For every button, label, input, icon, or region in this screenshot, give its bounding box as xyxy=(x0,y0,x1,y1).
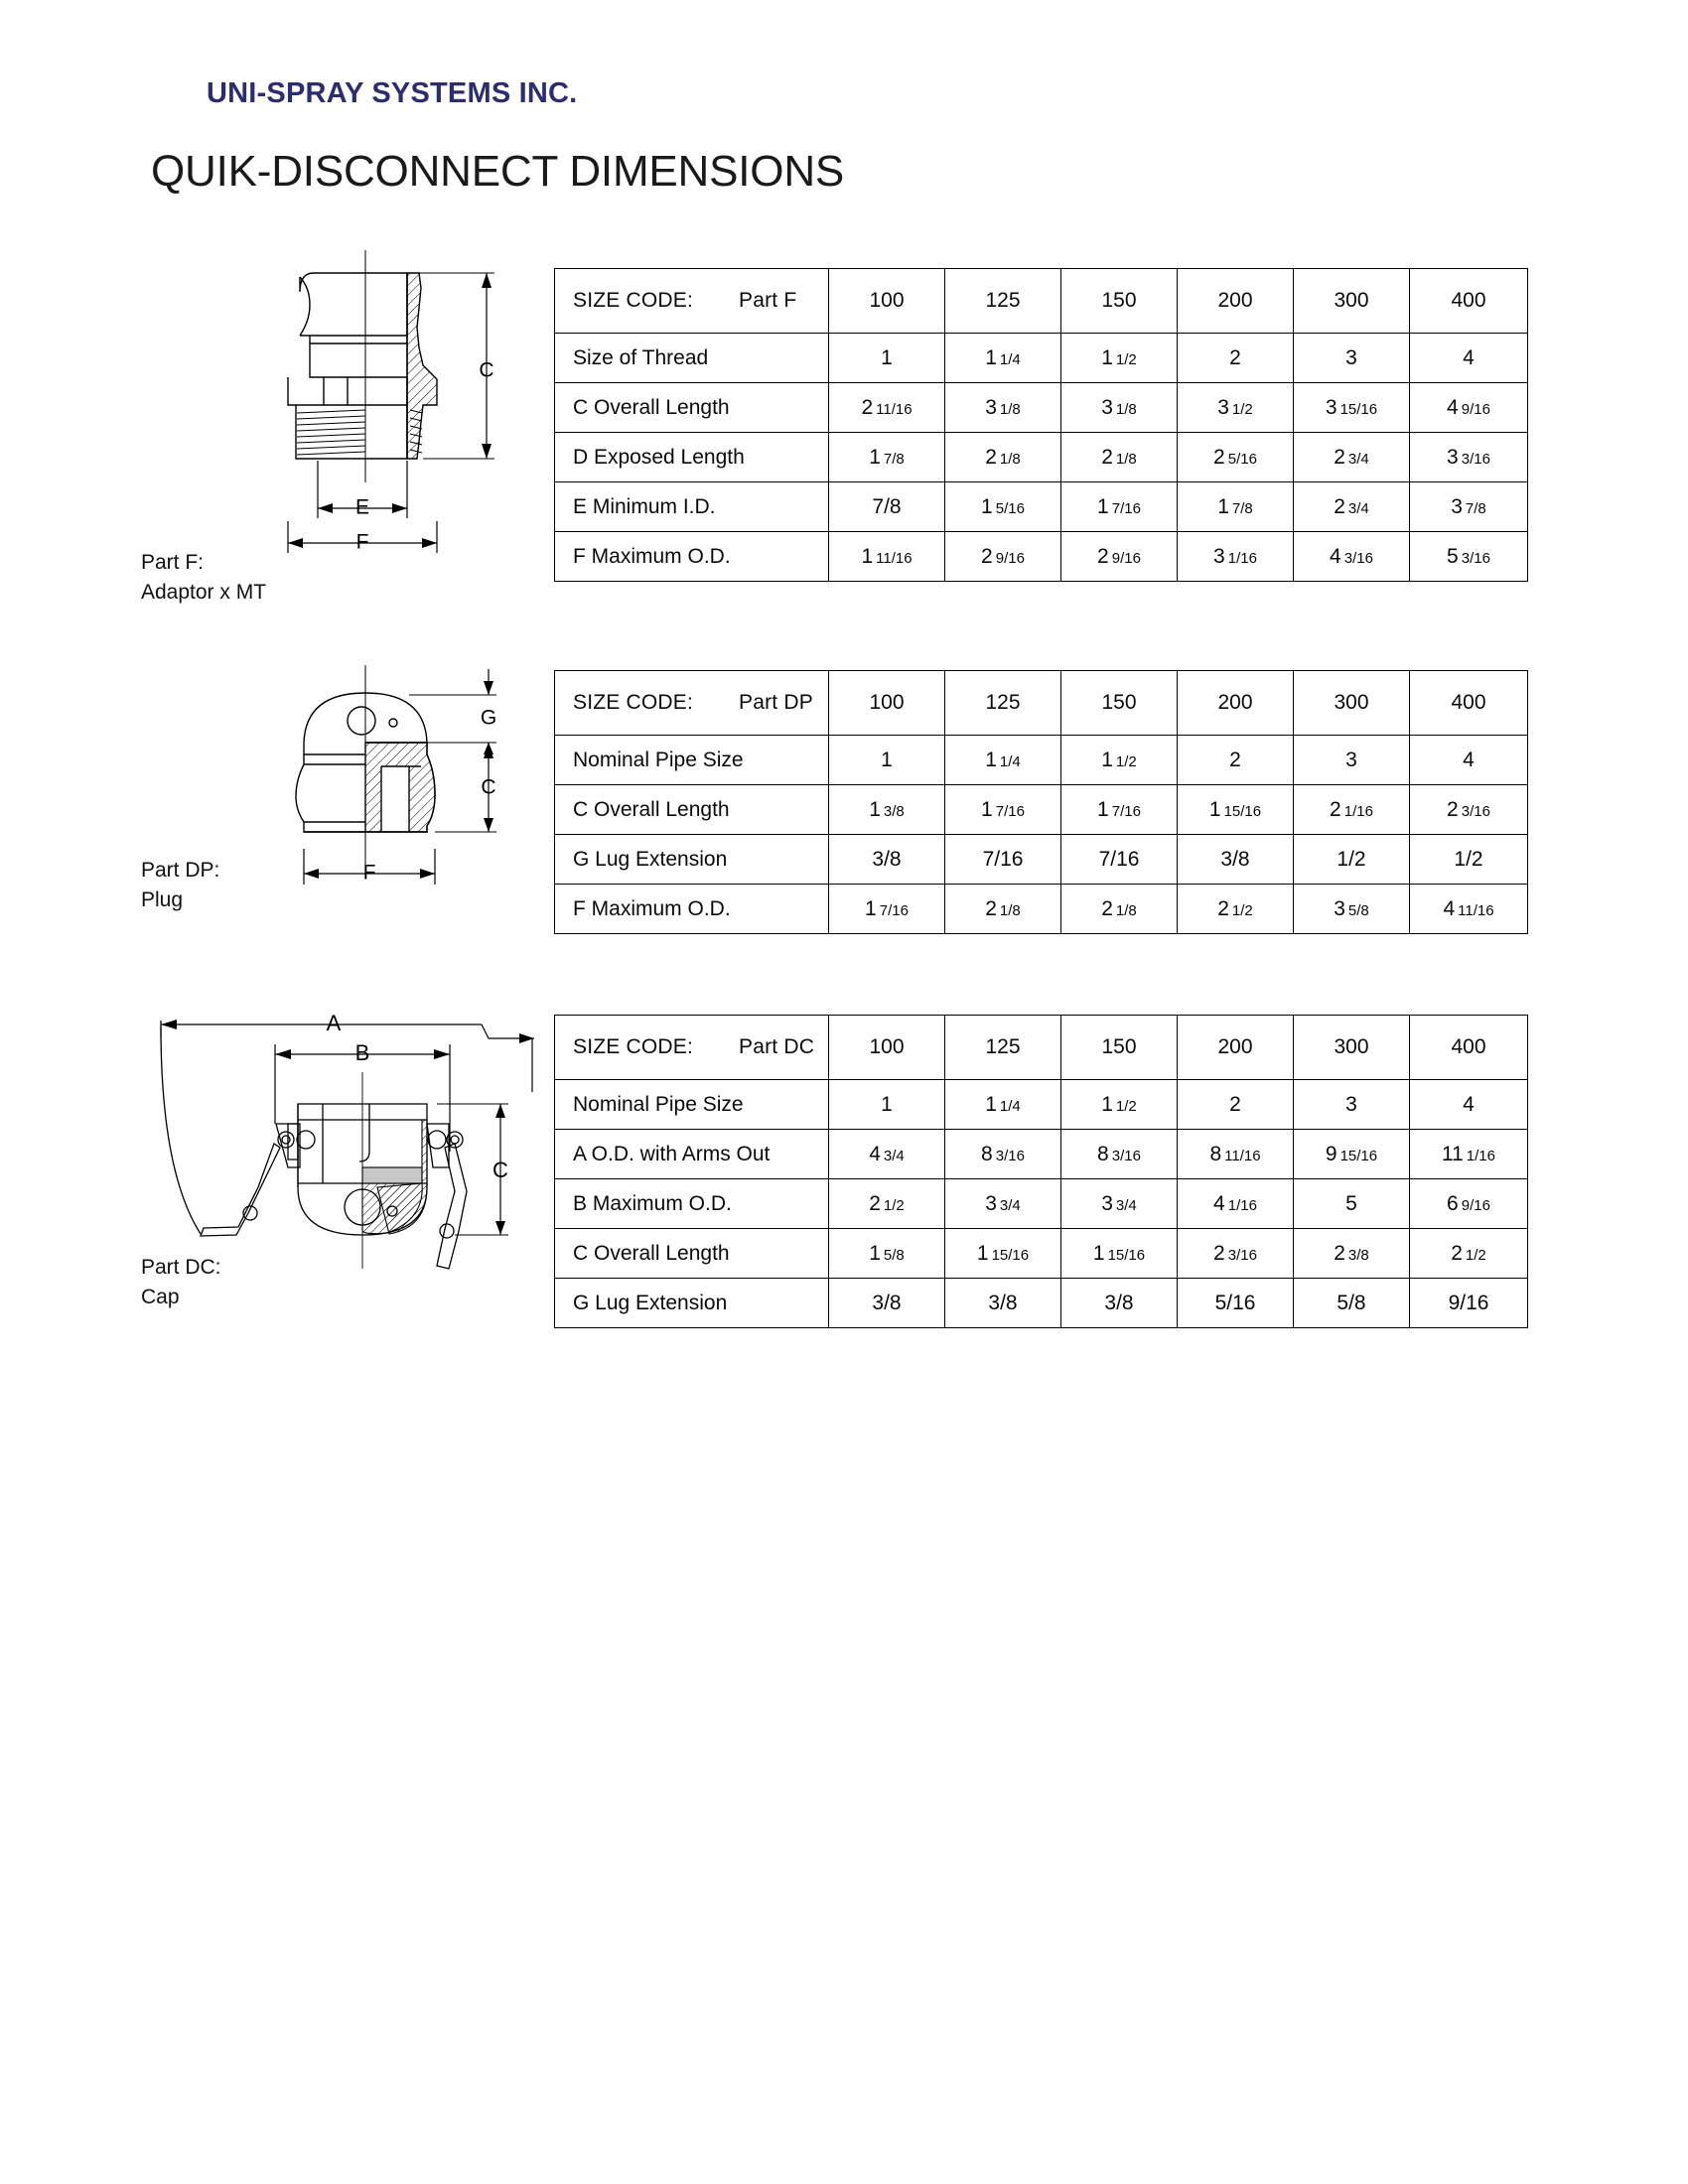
table-row xyxy=(555,1130,1528,1179)
caption-part-dc xyxy=(141,1253,221,1312)
caption-part-dp xyxy=(141,856,219,915)
data-cell: 3/8 xyxy=(945,1279,1061,1328)
adaptor-drawing xyxy=(248,248,526,546)
data-cell: 2 xyxy=(1178,736,1294,785)
data-cell: 5 xyxy=(1294,1179,1410,1229)
data-cell: 8 11/16 xyxy=(1178,1130,1294,1179)
data-cell: 2 xyxy=(1178,334,1294,383)
column-header-125: 125 xyxy=(945,671,1061,736)
data-cell: 4 xyxy=(1410,736,1528,785)
caption-part-f-line2: Adaptor x MT xyxy=(141,581,267,604)
data-cell: 4 11/16 xyxy=(1410,885,1528,934)
data-cell: 7/16 xyxy=(945,835,1061,885)
column-header-400: 400 xyxy=(1410,671,1528,736)
data-cell: 2 1/8 xyxy=(1061,433,1178,482)
table-part-dc-body xyxy=(555,1016,1528,1328)
data-cell: 4 xyxy=(1410,334,1528,383)
data-cell: 4 9/16 xyxy=(1410,383,1528,433)
data-cell: 5/16 xyxy=(1178,1279,1294,1328)
table-part-dp-body xyxy=(555,671,1528,934)
column-header-200: 200 xyxy=(1178,671,1294,736)
data-cell: 11 1/16 xyxy=(1410,1130,1528,1179)
figure-adaptor-dim-f xyxy=(248,521,526,571)
data-cell: 3 1/16 xyxy=(1178,532,1294,582)
column-header-125: 125 xyxy=(945,1016,1061,1080)
data-cell: 2 3/16 xyxy=(1410,785,1528,835)
caption-part-dp-line2: Plug xyxy=(141,888,184,911)
column-header-100: 100 xyxy=(829,1016,945,1080)
data-cell: 3 1/2 xyxy=(1178,383,1294,433)
data-cell: 1/2 xyxy=(1410,835,1528,885)
data-cell: 2 3/16 xyxy=(1178,1229,1294,1279)
data-cell: 2 9/16 xyxy=(1061,532,1178,582)
data-cell: 2 3/4 xyxy=(1294,433,1410,482)
data-cell: 8 3/16 xyxy=(945,1130,1061,1179)
table-row xyxy=(555,885,1528,934)
data-cell: 3 5/8 xyxy=(1294,885,1410,934)
data-cell: 1 7/16 xyxy=(945,785,1061,835)
data-cell: 1 1/2 xyxy=(1061,334,1178,383)
data-cell: 2 3/8 xyxy=(1294,1229,1410,1279)
data-cell: 2 xyxy=(1178,1080,1294,1130)
table-row xyxy=(555,334,1528,383)
data-cell: 1 7/16 xyxy=(829,885,945,934)
row-label: G Lug Extension xyxy=(555,1279,829,1328)
table-row xyxy=(555,1279,1528,1328)
data-cell: 2 1/8 xyxy=(1061,885,1178,934)
data-cell: 3 3/4 xyxy=(945,1179,1061,1229)
table-row xyxy=(555,835,1528,885)
dim-label-c: C xyxy=(479,358,494,382)
data-cell: 9 15/16 xyxy=(1294,1130,1410,1179)
table-part-f xyxy=(554,268,1528,582)
row-label: B Maximum O.D. xyxy=(555,1179,829,1229)
data-cell: 3/8 xyxy=(829,1279,945,1328)
table-row xyxy=(555,532,1528,582)
data-cell: 8 3/16 xyxy=(1061,1130,1178,1179)
data-cell: 4 1/16 xyxy=(1178,1179,1294,1229)
page-title: QUIK-DISCONNECT DIMENSIONS xyxy=(151,147,845,196)
table-header-row xyxy=(555,1016,1528,1080)
table-part-dp xyxy=(554,670,1528,934)
data-cell: 1 xyxy=(829,736,945,785)
dim-label-f-plug: F xyxy=(362,861,376,885)
size-code-header-cell xyxy=(555,1016,829,1080)
table-row xyxy=(555,482,1528,532)
data-cell: 2 1/2 xyxy=(1178,885,1294,934)
row-label: Nominal Pipe Size xyxy=(555,1080,829,1130)
data-cell: 1 15/16 xyxy=(1061,1229,1178,1279)
data-cell: 2 9/16 xyxy=(945,532,1061,582)
data-cell: 1 11/16 xyxy=(829,532,945,582)
caption-part-dc-line1: Part DC: xyxy=(141,1256,221,1279)
data-cell: 5/8 xyxy=(1294,1279,1410,1328)
dim-label-a: A xyxy=(326,1010,342,1035)
data-cell: 3 xyxy=(1294,1080,1410,1130)
data-cell: 1 7/8 xyxy=(1178,482,1294,532)
data-cell: 4 xyxy=(1410,1080,1528,1130)
plug-f-dimension xyxy=(270,849,518,898)
data-cell: 3/8 xyxy=(829,835,945,885)
row-label: C Overall Length xyxy=(555,785,829,835)
adaptor-f-dimension xyxy=(248,521,526,571)
data-cell: 4 3/4 xyxy=(829,1130,945,1179)
data-cell: 2 1/2 xyxy=(829,1179,945,1229)
data-cell: 2 1/8 xyxy=(945,433,1061,482)
dim-label-g: G xyxy=(480,706,497,730)
size-code-label: SIZE CODE: xyxy=(573,691,694,714)
data-cell: 3 1/8 xyxy=(1061,383,1178,433)
data-cell: 7/8 xyxy=(829,482,945,532)
data-cell: 3 3/16 xyxy=(1410,433,1528,482)
row-label: E Minimum I.D. xyxy=(555,482,829,532)
table-row xyxy=(555,383,1528,433)
column-header-100: 100 xyxy=(829,269,945,334)
caption-part-f xyxy=(141,548,266,608)
column-header-300: 300 xyxy=(1294,671,1410,736)
caption-part-f-line1: Part F: xyxy=(141,551,205,574)
size-code-header-cell xyxy=(555,269,829,334)
data-cell: 1 15/16 xyxy=(945,1229,1061,1279)
data-cell: 3 1/8 xyxy=(945,383,1061,433)
table-part-dc xyxy=(554,1015,1528,1328)
row-label: F Maximum O.D. xyxy=(555,532,829,582)
data-cell: 1 7/16 xyxy=(1061,482,1178,532)
table-row xyxy=(555,1229,1528,1279)
row-label: Size of Thread xyxy=(555,334,829,383)
table-part-f-body xyxy=(555,269,1528,582)
data-cell: 9/16 xyxy=(1410,1279,1528,1328)
data-cell: 1 1/4 xyxy=(945,1080,1061,1130)
column-header-300: 300 xyxy=(1294,269,1410,334)
column-header-400: 400 xyxy=(1410,1016,1528,1080)
data-cell: 7/16 xyxy=(1061,835,1178,885)
data-cell: 1 1/4 xyxy=(945,334,1061,383)
figure-cap xyxy=(139,993,536,1271)
caption-part-dp-line1: Part DP: xyxy=(141,859,220,882)
data-cell: 3 7/8 xyxy=(1410,482,1528,532)
row-label: C Overall Length xyxy=(555,383,829,433)
row-label: C Overall Length xyxy=(555,1229,829,1279)
data-cell: 5 3/16 xyxy=(1410,532,1528,582)
data-cell: 1 7/8 xyxy=(829,433,945,482)
data-cell: 3 xyxy=(1294,334,1410,383)
column-header-150: 150 xyxy=(1061,1016,1178,1080)
dim-label-c-cap: C xyxy=(492,1157,508,1182)
part-code-label: Part DC xyxy=(739,1035,815,1058)
row-label: Nominal Pipe Size xyxy=(555,736,829,785)
table-row xyxy=(555,433,1528,482)
part-code-label: Part DP xyxy=(739,691,813,714)
data-cell: 1 5/16 xyxy=(945,482,1061,532)
column-header-150: 150 xyxy=(1061,269,1178,334)
data-cell: 6 9/16 xyxy=(1410,1179,1528,1229)
size-code-header-cell xyxy=(555,671,829,736)
data-cell: 3 3/4 xyxy=(1061,1179,1178,1229)
data-cell: 1 xyxy=(829,334,945,383)
row-label: G Lug Extension xyxy=(555,835,829,885)
data-cell: 2 1/16 xyxy=(1294,785,1410,835)
table-header-row xyxy=(555,269,1528,334)
dim-label-b: B xyxy=(354,1039,370,1065)
data-cell: 1 xyxy=(829,1080,945,1130)
data-cell: 1 7/16 xyxy=(1061,785,1178,835)
data-cell: 2 11/16 xyxy=(829,383,945,433)
column-header-100: 100 xyxy=(829,671,945,736)
data-cell: 2 1/8 xyxy=(945,885,1061,934)
caption-part-dc-line2: Cap xyxy=(141,1286,180,1308)
cap-drawing xyxy=(139,993,536,1271)
column-header-150: 150 xyxy=(1061,671,1178,736)
data-cell: 1 15/16 xyxy=(1178,785,1294,835)
dim-label-c-plug: C xyxy=(481,775,496,799)
column-header-400: 400 xyxy=(1410,269,1528,334)
dim-label-f: F xyxy=(355,530,369,554)
size-code-label: SIZE CODE: xyxy=(573,1035,694,1058)
column-header-200: 200 xyxy=(1178,1016,1294,1080)
table-row xyxy=(555,785,1528,835)
data-cell: 1 5/8 xyxy=(829,1229,945,1279)
data-cell: 2 5/16 xyxy=(1178,433,1294,482)
data-cell: 2 3/4 xyxy=(1294,482,1410,532)
column-header-200: 200 xyxy=(1178,269,1294,334)
table-row xyxy=(555,1179,1528,1229)
data-cell: 3/8 xyxy=(1061,1279,1178,1328)
part-code-label: Part F xyxy=(739,289,797,312)
column-header-300: 300 xyxy=(1294,1016,1410,1080)
table-row xyxy=(555,736,1528,785)
row-label: F Maximum O.D. xyxy=(555,885,829,934)
company-name: UNI-SPRAY SYSTEMS INC. xyxy=(207,77,578,109)
table-header-row xyxy=(555,671,1528,736)
data-cell: 1 1/2 xyxy=(1061,736,1178,785)
figure-plug-dim-f xyxy=(270,849,518,898)
data-cell: 3/8 xyxy=(1178,835,1294,885)
row-label: A O.D. with Arms Out xyxy=(555,1130,829,1179)
data-cell: 1 3/8 xyxy=(829,785,945,835)
data-cell: 3 15/16 xyxy=(1294,383,1410,433)
dim-label-e: E xyxy=(354,495,370,519)
row-label: D Exposed Length xyxy=(555,433,829,482)
data-cell: 3 xyxy=(1294,736,1410,785)
table-row xyxy=(555,1080,1528,1130)
data-cell: 1/2 xyxy=(1294,835,1410,885)
data-cell: 4 3/16 xyxy=(1294,532,1410,582)
data-cell: 1 1/2 xyxy=(1061,1080,1178,1130)
data-cell: 1 1/4 xyxy=(945,736,1061,785)
size-code-label: SIZE CODE: xyxy=(573,289,694,312)
data-cell: 2 1/2 xyxy=(1410,1229,1528,1279)
figure-adaptor xyxy=(248,248,526,546)
column-header-125: 125 xyxy=(945,269,1061,334)
